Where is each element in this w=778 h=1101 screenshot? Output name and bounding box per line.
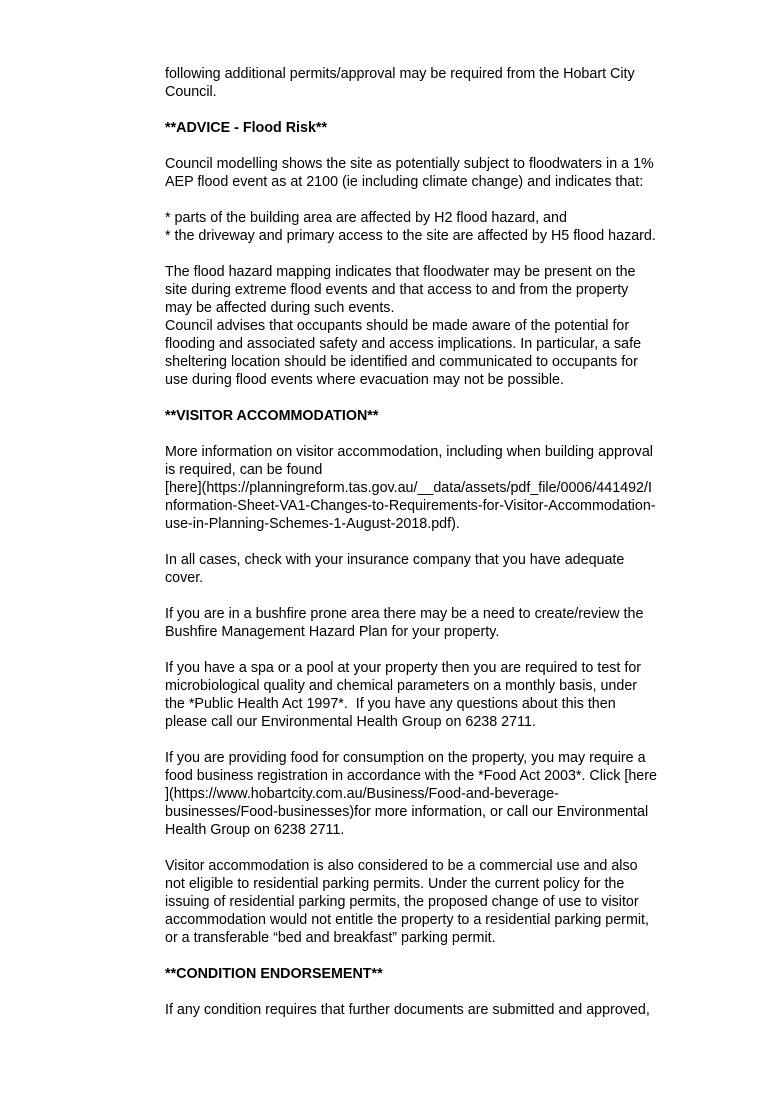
visitor-accommodation-heading: **VISITOR ACCOMMODATION** <box>165 408 379 424</box>
document-body <box>165 65 720 1019</box>
parking-paragraph: Visitor accommodation is also considered to be a commercial use and also not eligible to residential parking permits. Under the current policy for the issuing of residential parking permits, the proposed change of use to visitor accommodation would not entitle the property to a residential parking permit, or a transferable “bed and breakfast” parking permit. <box>165 858 649 946</box>
spa-pool-paragraph: If you have a spa or a pool at your property then you are required to test for microbiological quality and chemical parameters on a monthly basis, under the *Public Health Act 1997*. If you have any questions about this then please call our Environmental Health Group on 6238 2711. <box>165 660 642 730</box>
food-business-paragraph: If you are providing food for consumption on the property, you may require a food business registration in accordance with the *Food Act 2003*. Click [here ](https://www.hobartcity.com.au/Business/Food-and-beverage- businesses/Food-businesses)for more information, or call our Environmental Health Group on 6238 2711. <box>165 750 657 838</box>
flood-advice-paragraph: Council advises that occupants should be made aware of the potential for flooding and associated safety and access implications. In particular, a safe sheltering location should be identified and communicated to occupants for use during flood events where evacuation may not be possible. <box>165 318 642 388</box>
bushfire-paragraph: If you are in a bushfire prone area there may be a need to create/review the Bushfire Management Hazard Plan for your property. <box>165 606 644 640</box>
flood-mapping-paragraph: The flood hazard mapping indicates that floodwater may be present on the site during extreme flood events and that access to and from the property may be affected during such events. <box>165 264 636 316</box>
visitor-info-paragraph: More information on visitor accommodation, including when building approval is required, can be found [here](https://planningreform.tas.gov.au/__data/assets/pdf_file/0006/441492/I nformation-Sheet-VA1-Changes-to-Requirements-for-Visitor-Accommodation- use-in-Planning-Schemes-1-August-2018.pdf). <box>165 444 656 532</box>
flood-bullet-driveway: * the driveway and primary access to the site are affected by H5 flood hazard. <box>165 228 656 244</box>
condition-endorsement-paragraph: If any condition requires that further documents are submitted and approved, <box>165 1002 650 1018</box>
insurance-paragraph: In all cases, check with your insurance company that you have adequate cover. <box>165 552 625 586</box>
intro-paragraph: following additional permits/approval may be required from the Hobart City Council. <box>165 66 635 100</box>
flood-modelling-paragraph: Council modelling shows the site as potentially subject to floodwaters in a 1% AEP flood event as at 2100 (ie including climate change) and indicates that: <box>165 156 654 190</box>
flood-risk-heading: **ADVICE - Flood Risk** <box>165 120 328 136</box>
condition-endorsement-heading: **CONDITION ENDORSEMENT** <box>165 966 383 982</box>
flood-bullet-building-area: * parts of the building area are affected by H2 flood hazard, and <box>165 210 567 226</box>
